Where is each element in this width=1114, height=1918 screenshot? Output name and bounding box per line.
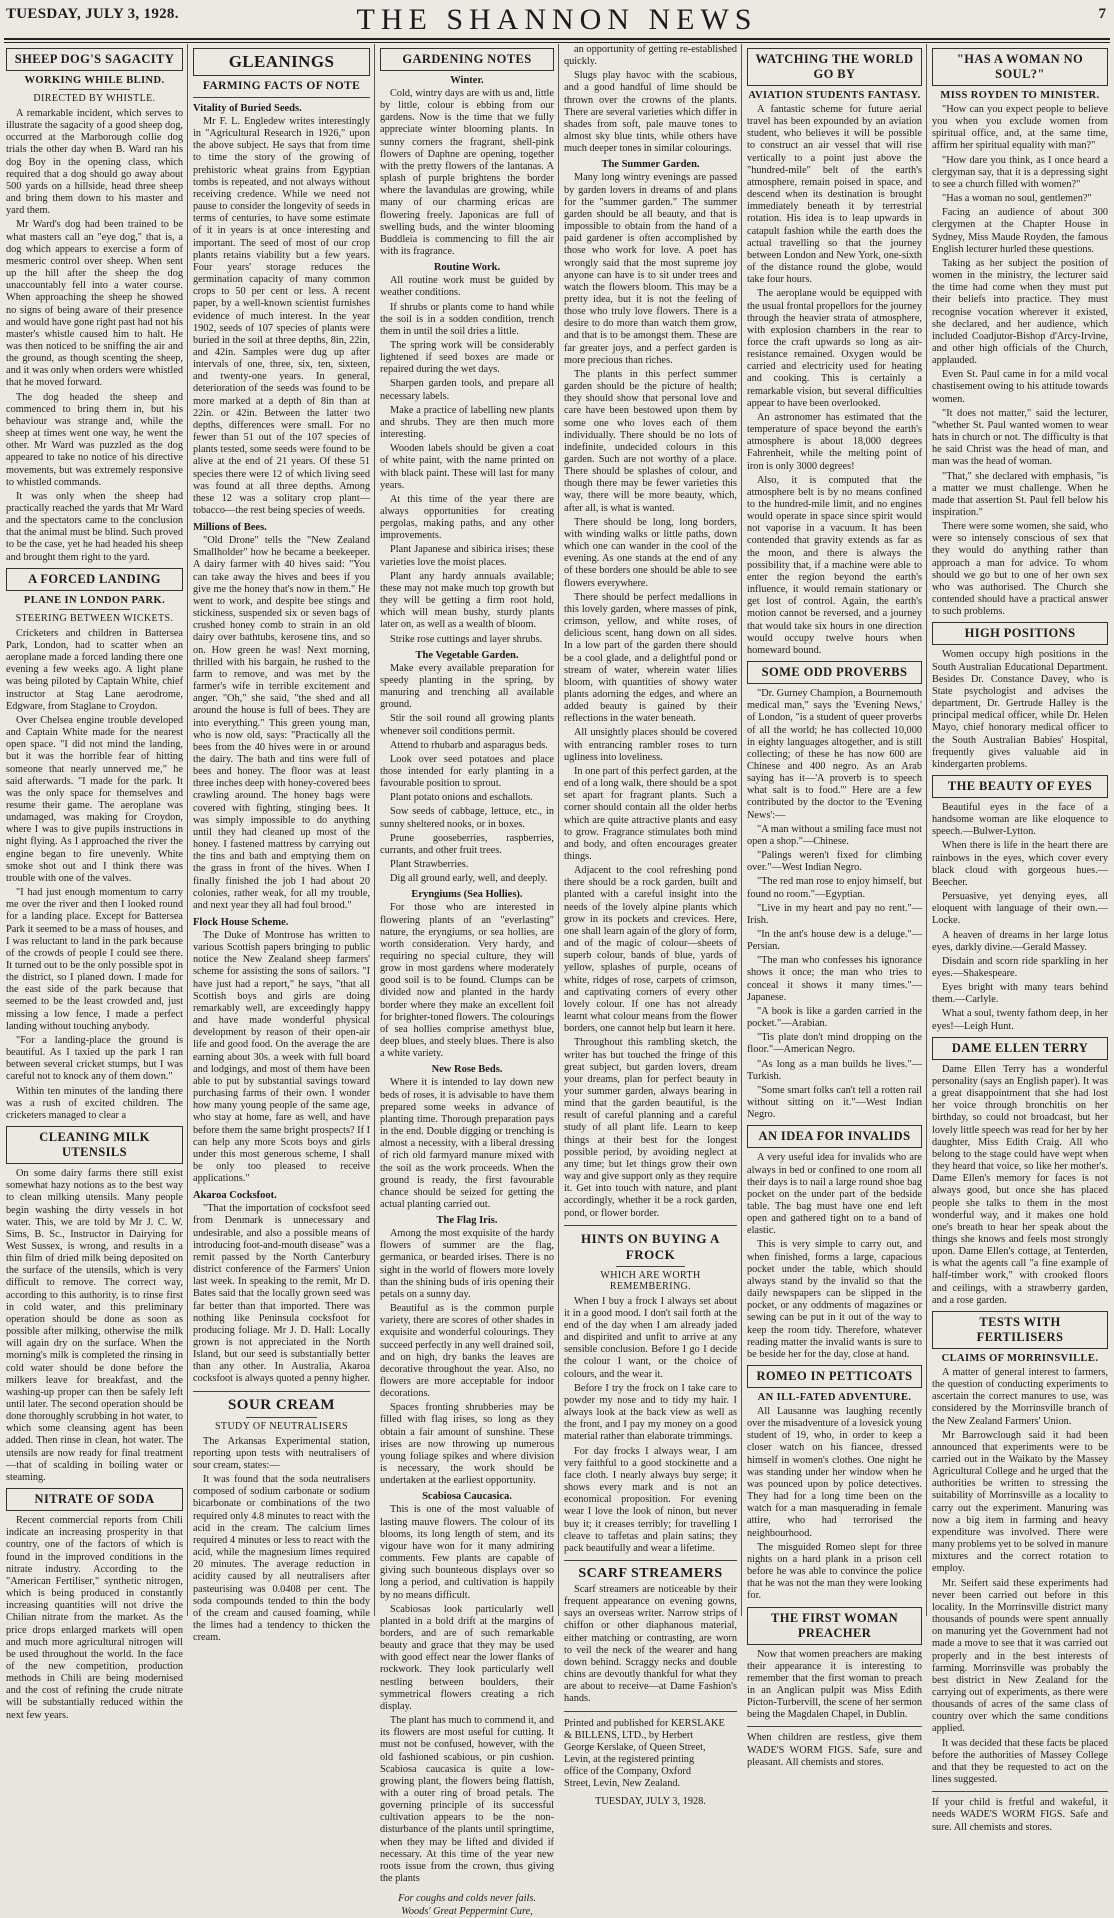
divider — [616, 1266, 685, 1267]
divider — [193, 1391, 370, 1392]
headline-buying-frock: HINTS ON BUYING A FROCK — [581, 1230, 720, 1262]
subheadline: CLAIMS OF MORRINSVILLE. — [941, 1352, 1099, 1364]
paragraph: "The red man rose to enjoy himself, but found no room."—Egyptian. — [747, 876, 922, 900]
paragraph: The dog headed the sheep and commenced to bring them in, but his behaviour was strange and, while the sheep at times went one way, he went the other. Mr Ward was puzzled as the dog appeared to take no notice of his directive movements, but was extremely responsive to whistled commands. — [6, 391, 183, 488]
paragraph: Plant any hardy annuals available; these may not make much top growth but they will be getting a firm root hold, which will mean bushy, sturdy plants later on, as well as a wealth of bloom. — [380, 570, 554, 631]
article-body-flock-house — [193, 930, 370, 1185]
paragraph: Cold, wintry days are with us and, little by little, colour is ebbing from our gardens. Now is the time that we fully appreciate winter blooming plants. In sunny corners the fragrant, shell-pink flowers of Daphne are opening, together with the pretty flowers of the lantanas. A splash of purple brightens the border where the lavandulas are growing, while many of our charming ericas are flowering freely. Japonicas are full of swelling buds, and the winter blooming Buddleia is commencing to fill the air with its fragrance. — [380, 88, 554, 258]
imprint-line: Street, Levin, New Zealand. — [564, 1778, 681, 1790]
paragraph: All unsightly places should be covered with entrancing rambler roses to turn ugliness into loveliness. — [564, 727, 737, 763]
paragraph: This is very simple to carry out, and when finished, forms a large, capacious pocket under the table, which should always stand by the invalid so that the daily newspapers can be slipped in the pocket, or any oddments of magazines or sewing can be put in it out of the way to keep the room tidy. Therefore, whatever reading matter the invalid wants is sure to be beside her for the day, close at hand. — [747, 1239, 922, 1360]
paragraph: All Lausanne was laughing recently over the misadventure of a lovesick young student of 19, who, in order to keep a closer watch on his fiancee, dressed himself in women's clothes. One night he was standing under her window when he was pounced upon by police detectives. They had for a long time been on the watch for a man masquerading in female attire, who had terrorised the neighbourhood. — [747, 1406, 922, 1539]
paragraph: Recent commercial reports from Chili indicate an increasing prosperity in that country, one of the factors of which is found in the improved conditions in the nitrate industry. According to the "American Fertiliser," synthetic nitrogen, which is being produced in constantly increasing quantities will not drive the Chilian nitrate from the market. As the price drops enlarged markets will open and much more agricultural nitrogen will be used throughout the world. In the face of the new competition, production methods in Chili are being modernised and the cost of refining the crude nitrate will be substantially reduced within the next few years. — [6, 1515, 183, 1721]
paragraph: Many long wintry evenings are passed by garden lovers in dreams of and plans for the "summer garden." The summer garden should be all beauty, and that is impossible to obtain from the hand of a paid gardener is often accomplished by those who work for love. A poet has wrongly said that the most supreme joy anyone can have is to sit under trees and watch the flowers bloom. This may be a pretty idea, but it is not the feeling of those who truly love flowers. There is a desire to do more than watch them grow, and that is to be amongst them. These are far greater joys, and a perfect garden is more precious than riches. — [564, 172, 737, 366]
advertisement-worm-figs-2: If your child is fretful and wakeful, it needs WADE'S WORM FIGS. Safe and sure. All chemists and stores. — [932, 1797, 1108, 1833]
article-body-eryngiums — [380, 902, 554, 1060]
section-head: Vitality of Buried Seeds. — [193, 103, 302, 114]
paragraph: "That the importation of cocksfoot seed from Denmark is unnecessary and undesirable, and also a possible means of introducing foot-and-mouth disease" was a remit passed by the North Canterbury district conference of the Farmers' Union last week. In speaking to the remit, Mr D. Bates said that the locally grown seed was far better than that imported. There was nothing like Peninsula cocksfoot for producing foliage. Mr J. D. Hall: Locally grown is not appreciated in the North Island, but our seed is substantially better than any other. In Australia, Akaroa cocksfoot is always quoted a penny higher. — [193, 1203, 371, 1385]
paragraph: An astronomer has estimated that the temperature of space beyond the earth's atmosphere is about 18,000 degrees Fahrenheit, while the melting point of iron is only 3000 degrees! — [747, 411, 922, 472]
headline-sheep-dog: SHEEP DOG'S SAGACITY — [6, 48, 183, 71]
article-body-rose-beds — [380, 1077, 554, 1211]
paragraph: "It does not matter," said the lecturer, "whether St. Paul wanted women to wear hats in church or not. The difficulty is that he said Christ was the head of man, and man was the head of woman. — [932, 407, 1108, 468]
paragraph: Dig all ground early, well, and deeply. — [390, 873, 548, 885]
imprint-line: Printed and published for KERSLAKE — [564, 1717, 725, 1729]
paragraph: "A man without a smiling face must not open a shop."—Chinese. — [747, 823, 922, 847]
divider — [564, 1711, 737, 1712]
paragraph: Mr Ward's dog had been trained to be what masters call an "eye dog," that is, a dog which appears to exercise a form of mesmeric control over sheep. When sent up the hill after the sheep the dog unaccountably fell into a water course. When approaching the sheep he showed no signs of being aware of their presence and would have gone right past had not his master's whistle caused him to halt. He was then noticed to be sniffing the air and the ground, as though scenting the sheep, and it was only when orders were whistled that he moved forward. — [6, 219, 183, 389]
subheadline: AVIATION STUDENTS FANTASY. — [748, 90, 921, 101]
section-head: Routine Work. — [433, 262, 501, 274]
paragraph: When I buy a frock I always set about it in a good mood. I don't sail forth at the end of the day when I am already jaded and dispirited and unfit to arrive at any sensible conclusion. Before I go I decide the colour I want, or the choice of colours, and the wear it. — [564, 1295, 737, 1380]
paragraph: "The man who confesses his ignorance shows it once; the man who tries to conceal it shows it many times."—Japanese. — [747, 955, 922, 1003]
article-body-romeo — [747, 1406, 922, 1603]
subheadline: AN ILL-FATED ADVENTURE. — [757, 1392, 912, 1403]
subheadline: STUDY OF NEUTRALISERS — [214, 1420, 349, 1432]
article-body-summer-garden — [564, 172, 737, 1219]
paragraph: A fantastic scheme for future aerial travel has been expounded by an aviation student, who believes it will be possible to construct an air vessel that will rise vertically to a point just above the "hundred-mile" belt of the earth's atmosphere, remain poised in space, and descend when its destination is brought immediately beneath it by terrestrial rotation. His idea is to leap upwards in catapult fashion while the earth does the actual travelling so that the journey between London and New York, one-sixth of the distance round the globe, would take four hours. — [747, 104, 922, 286]
article-body-winter — [380, 88, 554, 258]
headline-forced-landing: A FORCED LANDING — [6, 568, 183, 591]
subheadline: DIRECTED BY WHISTLE. — [33, 93, 156, 104]
paragraph: Sharpen garden tools, and prepare all necessary labels. — [380, 378, 554, 402]
paragraph: Plant Strawberries. — [390, 859, 469, 871]
paragraph: Sow seeds of cabbage, lettuce, etc., in sunny sheltered nooks, or in boxes. — [380, 806, 554, 830]
headline-milk-utensils: CLEANING MILK UTENSILS — [6, 1126, 183, 1164]
paragraph: Spaces fronting shrubberies may be filled with flag irises, so long as they obtain a fair amount of sunshine. These irises are now throwing up numerous young foliage spikes and where division is necessary, the work should be undertaken at the earliest opportunity. — [380, 1402, 554, 1487]
divider — [564, 1225, 737, 1226]
paragraph: "For a landing-place the ground is beautiful. As I taxied up the park I ran between several cricket stumps, but I was careful not to knock any of them down." — [6, 1034, 183, 1083]
article-body-proverbs — [747, 688, 922, 1121]
imprint-line: George Kerslake, of Queen Street, — [564, 1741, 706, 1753]
advertisement-worm-figs: When children are restless, give them WADE'S WORM FIGS. Safe, sure and pleasant. All chemists and stores. — [747, 1732, 922, 1768]
column-4 — [560, 44, 741, 1808]
headline-ellen-terry: DAME ELLEN TERRY — [932, 1037, 1108, 1060]
paragraph: A very useful idea for invalids who are always in bed or confined to one room all their days is to nail a large round shoe bag pocket on the under part of the bedside table. The bag must have one end left open and gathered tight on to a band of elastic. — [747, 1152, 922, 1237]
section-head: The Flag Iris. — [436, 1215, 498, 1227]
article-body-royden — [932, 104, 1108, 618]
divider — [59, 89, 130, 90]
article-body-scabiosa — [380, 1504, 554, 1885]
column-rule — [741, 44, 742, 1616]
section-head: Flock House Scheme. — [193, 917, 289, 928]
paragraph: The plant has much to commend it, and its flowers are most useful for cutting. It must not be confused, however, with the old fashioned scabious, or pin cushion. Scabiosa caucasica is quite a low-growing plant, the flowers being flattish, with a outer ring of broad petals. The governing principle of its successful cultivation appears to be the non-disturbance of the plants until springtime, when they may be lifted and divided if necessary. At this time of the year new roots issue from the crown, thus giving the plants — [380, 1715, 554, 1885]
imprint-date: TUESDAY, JULY 3, 1928. — [595, 1796, 706, 1808]
column-rule — [374, 44, 375, 1616]
paragraph: Even St. Paul came in for a mild vocal chastisement owing to his attitude towards women. — [932, 369, 1108, 405]
paragraph: When there is life in the heart there are rainbows in the eyes, which cover every black cloud with gorgeous hues.—Beecher. — [932, 840, 1108, 888]
column-6 — [928, 44, 1112, 1833]
paragraph: It was decided that these facts be placed before the authorities of Massey College and that they be requested to act on the lines suggested. — [932, 1737, 1108, 1786]
article-body-forced-landing — [6, 628, 183, 1122]
headline-gleanings: GLEANINGS — [193, 48, 370, 76]
paragraph: It was only when the sheep had practically reached the yards that Mr Ward and the spectators came to the conclusion that the animal must be blind. Such proved to be the case, yet he had headed his sheep and brought them right to the yard. — [6, 490, 183, 563]
paragraph: Scabiosas look particularly well planted in a bold drift at the margins of borders, and are of such remarkable beauty and grace that they may be used with good effect near the lower flanks of rockwork. They look particularly well nestling between boulders, their symmetrical flowers creating a rich display. — [380, 1603, 554, 1712]
paragraph: "Some smart folks can't tell a rotten rail without sitting on it."—West Indian Negro. — [747, 1084, 922, 1121]
paragraph: Plant potato onions and eschallots. — [390, 792, 533, 804]
imprint-line: Levin, at the registered printing — [564, 1754, 695, 1765]
headline-woman-no-soul: "HAS A WOMAN NO SOUL?" — [932, 48, 1108, 86]
paragraph: Among the most exquisite of the hardy flowers of summer are the flag, germanica, or bearded irises. There is no sight in the world of flowers more lovely than the shining buds of iris opening their petals on a sunny day. — [380, 1228, 554, 1300]
paragraph: The Arkansas Experimental station, reporting upon tests with neutralisers of sour cream, states:— — [193, 1435, 370, 1471]
paragraph: "Live in my heart and pay no rent."—Irish. — [747, 902, 922, 926]
paragraph: "A book is like a garden carried in the pocket."—Arabian. — [747, 1005, 922, 1030]
paragraph: The plants in this perfect summer garden should be the picture of health; they should show that personal love and care have been bestowed upon them by some one who loves each of them individually. There should be no lots of indefinite, undecided colours in this garden. Such are not worthy of a place. There should be splashes of colour, and though there may be fewer varieties this way, there will be more beauty, which, after all, is what is wanted. — [564, 368, 737, 514]
issue-date: TUESDAY, JULY 3, 1928. — [6, 6, 179, 22]
paragraph: Over Chelsea engine trouble developed and Captain White made for the nearest open space. "I did not mind the landing, but it was the horrible fear of hitting someone that nearly unnerved me," he said afterwards. "I made for the park. It was the only space for themselves and resume their game. The aeroplane was undamaged, was making for Croydon, where I was to give pupils instructions in night flying. As I approached the river the engine began to fire unevenly. White smoke shot out and I think there was trouble with one of the valves. — [6, 714, 183, 884]
paragraph: "Has a woman no soul, gentlemen?" — [942, 193, 1092, 205]
article-body-buying-frock — [564, 1296, 737, 1555]
subheadline: WHICH ARE WORTH REMEMBERING. — [600, 1269, 701, 1292]
paragraph: Scarf streamers are noticeable by their frequent appearance on evening gowns, says an overseas writer. Narrow strips of chiffon or other diaphanous material, either matching or contrasting, are worn to veil the neck of the wearer and hang down behind. Scraggy necks and double chins are devoutly thankful for what they are about to receive—at Dame Fashion's hands. — [564, 1583, 737, 1705]
subheadline: FARMING FACTS OF NOTE — [202, 80, 361, 92]
article-body-fertilisers — [932, 1367, 1108, 1786]
column-rule — [187, 44, 188, 1616]
headline-idea-invalids: AN IDEA FOR INVALIDS — [747, 1125, 922, 1148]
paragraph: For those who are interested in flowering plants of an "everlasting" nature, the eryngiums, or sea hollies, are worth consideration. Very hardy, and requiring no special culture, they will grow in most gardens where moderately good soil is to be found. Clumps can be divided now and planted in the hardy border where they make an excellent foil for brighter-toned flowers. The colourings of sea hollies comprise amethyst blue, deep blues, and steely blues. There is also a white variety. — [380, 902, 554, 1060]
article-body-ellen-terry — [932, 1064, 1108, 1307]
paragraph: For day frocks I always wear, I am very faithful to a good stockinette and a face cloth. I nearly always buy serge; it shows every mark and is not an economical proposition. For evening wear I love the look of ninon, but never buy it; it creases terribly; for travelling I cleave to taffetas and plain satins; they pack beautifully and wear a lifetime. — [564, 1445, 737, 1554]
paragraph: A heaven of dreams in her large lotus eyes, darkly divine.—Gerald Massey. — [932, 929, 1108, 953]
article-body-preacher — [747, 1649, 922, 1722]
paragraph: "As long as a man builds he lives."—Turkish. — [747, 1058, 922, 1082]
article-body-vegetable-garden — [380, 663, 554, 886]
paragraph: At this time of the year there are always opportunities for creating pergolas, making paths, and any other improvements. — [380, 493, 554, 542]
paragraph: "In the ant's house dew is a deluge."—Persian. — [747, 929, 922, 953]
article-body-seeds — [193, 116, 370, 517]
paragraph: Within ten minutes of the landing there was a rush of excited children. The cricketers managed to clear a — [6, 1085, 183, 1121]
paragraph: Mr. Seifert said these experiments had never been carried out before in this locality. In the Morrinsville district many thousands of pounds were spent annually on manuring yet the Government had not made a move to see that it was carried out properly and in the best interests of farming. Morrinsville was probably the best district in New Zealand for the carrying out of experiments, as there were thousands of acres of the same class of country over which the same conditions applied. — [932, 1577, 1108, 1735]
headline-gardening-notes: GARDENING NOTES — [380, 48, 554, 71]
article-body-nitrate — [6, 1515, 183, 1722]
section-head: The Summer Garden. — [601, 159, 700, 171]
article-body-eyes — [932, 802, 1108, 1033]
section-head: Millions of Bees. — [193, 522, 267, 534]
paragraph: "Tis plate don't mind dropping on the floor."—American Negro. — [747, 1032, 922, 1056]
article-body-cocksfoot — [193, 1203, 370, 1385]
divider — [564, 1560, 737, 1561]
masthead — [0, 0, 1114, 40]
paragraph: "Palings weren't fixed for climbing over."—West Indian Negro. — [747, 850, 922, 874]
masthead-rule — [4, 38, 1110, 43]
paragraph: If shrubs or plants come to hand while the soil is in a sodden condition, trench them in until the soil dries a little. — [380, 301, 554, 337]
paragraph: "That," she declared with emphasis, "is a matter we must challenge. When he made that assertion St. Paul fell below his inspiration." — [932, 470, 1108, 518]
paragraph: Eyes bright with many tears behind them.—Carlyle. — [932, 982, 1108, 1006]
headline-beauty-of-eyes: THE BEAUTY OF EYES — [932, 775, 1108, 798]
paragraph: Adjacent to the cool refreshing pond there should be a rock garden, built and planted with a careful insight into the needs of the lovely alpine plants which grow in its pockets and crevices. Here, one shall learn again of the glory of form, and of the magic of colour—sheets of superb colour, bands of blue, yards of yellow, splashes of purple, oceans of white, ridges of rose, carpets of crimson, and captivating corners of every other lovely colour. If one has not already learnt what colour means from the flower borders, one cannot help but learn it here. — [564, 865, 737, 1035]
paragraph: There should be long, long borders, with winding walks or little paths, down which one can wander in the cool of the evening. As one stands at the end of any of these borders one should be able to see flowers everywhere. — [564, 516, 737, 589]
column-1 — [2, 44, 187, 1721]
divider — [59, 609, 130, 610]
subheadline: MISS ROYDEN TO MINISTER. — [940, 90, 1100, 101]
imprint-line: & BILLENS, LTD., by Herbert — [564, 1729, 694, 1741]
headline-scarf-streamers: SCARF STREAMERS — [578, 1565, 723, 1581]
column-2 — [189, 44, 374, 1644]
paragraph: Stir the soil round all growing plants whenever soil conditions permit. — [380, 713, 554, 737]
paragraph: There were some women, she said, who were so intensely conscious of sex that they would do anything rather than approach a man for advice. To whom should we go but to one of her own sex who was authorised. The Church she contended should have a practical answer to such problems. — [932, 521, 1108, 618]
column-rule — [926, 44, 927, 1616]
imprint-line: office of the Company, Oxford — [564, 1766, 691, 1778]
paragraph: "I had just enough momentum to carry me over the river and then I looked round for a landing place. Except for Battersea Park it seemed to be a mass of houses, and I was reluctant to land in the park because of the crowds of people I could see there. It turned out to be the only possible spot in the district, so I planed down. I made for the east side of the park because that seemed to be the least crowded and, just missing a low fence, I made a perfect landing without touching anybody. — [6, 887, 183, 1032]
headline-tests-fertilisers: TESTS WITH FERTILISERS — [932, 1311, 1108, 1349]
paragraph: Attend to rhubarb and asparagus beds. — [390, 739, 548, 751]
advertisement-peppermint-cure: For coughs and colds never fails. Woods' Great Peppermint Cure, — [398, 1893, 536, 1917]
paragraph: Make every available preparation for speedy planting in the spring, by manuring and trenching all available ground. — [380, 662, 554, 711]
paragraph: Plant Japanese and sibirica irises; these varieties love the moist places. — [380, 544, 554, 568]
paragraph: "Old Drone" tells the "New Zealand Smallholder" how he became a beekeeper. A dairy farmer with 40 hives said: "You can take away the hives and bees if you give me the honey that's now in them." He went to work, and despite bee stings and stickiness, suspended six or seven bags of crushed honey comb to strain in an old dairy over bathtubs, kerosene tins, and so on. How green he was! Next morning, thrilled with his bargain, he rushed to the farm to remove, and was met by the farmer's wife in terrible excitement and anger. "Oh," she said, "the shed and all around the house is full of bees. They are into everything." This green young man, who is now old, says: "Practically all the bees from the 40 hives were in or around the dairy. The bath and tins were full of bees and honey. The floor was at least three inches deep with honey-covered bees crawling around. The honey bags were covered with fighting, stinging bees. It was simply impossible to do anything until they had cleaned up most of the honey. I fastened mattress by carrying out the tins and bath and emptying them on the grass in front of the hives. When I finally finished the job I had about 20 colonies, rather weak, for all my trouble, and next year they all had foul brood." — [193, 535, 370, 911]
paragraph: The aeroplane would be equipped with the usual frontal propellors for the journey through the heavier strata of atmosphere, with explosion chambers in the rear to force the craft upwards so long as air-resistance remained. Oxygen would be carried and electricity used for heating and cooking. This is certainly a remarkable vision, but several difficulties appear to have been overlooked. — [747, 288, 922, 409]
paragraph: Dame Ellen Terry has a wonderful personality (says an English paper). It was a great disappointment that she had lost her voice through bronchitis on her birthday, so could not broadcast, but her lovely little speech was read for her by her daughter, Miss Edith Craig. All who belong to the stage could have wept when they heard that voice, so like her mother's. Dame Ellen's memory for faces is not always good, but once she has placed people she talks to them in the most wonderful way, and it makes one hold one's breath to hear her speak about the things she knows and feels most strongly upon. Dame Ellen's cottage, at Tenterden, is what the agents call "a fine example of half-timber work," with crooked floors and ceilings, with a strawberry garden, and a rose garden. — [932, 1063, 1108, 1306]
subheadline: STEERING BETWEEN WICKETS. — [15, 612, 174, 624]
newspaper-title: THE SHANNON NEWS — [356, 3, 758, 36]
paragraph: Mr Barrowclough said it had been announced that experiments were to be carried out in the Waikato by the Massey Agricultural College and he urged that the authorities be written to stressing the suitability of Morrinsville as a locality to carry out the experiment. Manuring was now a big item in farming and heavy expenditure was involved. There were many problems yet to be solved in manure mixtures and the correct rotation to employ. — [932, 1429, 1108, 1575]
article-body-sheep-dog — [6, 108, 183, 564]
paragraph: Before I try the frock on I take care to powder my nose and to tidy my hair. I always look at the back view as well as the front, and I pay my money on a good material rather than elaborate trimmings. — [564, 1382, 737, 1443]
paragraph: A remarkable incident, which serves to illustrate the sagacity of a good sheep dog, occurred at the Marborough collie dog trials the other day when B. Ward ran his dog Boy in the opening class, which required that a dog should go away about 500 yards on a hillside, head three sheep and bring them down to his master and yard them. — [6, 108, 183, 217]
paragraph: This is one of the most valuable of lasting mauve flowers. The colour of its blooms, its long length of stem, and its vigour have won for it many admiring comments. Few plants are capable of giving such bounteous displays over so long a period, and cultivation is happily by no means difficult. — [380, 1504, 554, 1601]
paragraph: Also, it is computed that the atmosphere belt is by no means confined to the hundred-mile limit, and no engines would operate in space since spirit would not vaporise in a vacuum. It has been contended that gravity extends as far as the moon, and there is always the possibility that, if a machine were able to enter the region beyond the earth's influence, it would remain stationary or get lost of control. Again, the earth's motion cannot be reversed, and a journey that would take six hours in one direction would occupy twelve hours when homeward bound. — [747, 474, 922, 656]
article-body-scarf-streamers — [564, 1584, 737, 1706]
paragraph: Strike rose cuttings and layer shrubs. — [390, 633, 543, 645]
subheadline: PLANE IN LONDON PARK. — [23, 594, 166, 606]
paragraph: On some dairy farms there still exist somewhat hazy notions as to the best way to clean milking utensils. Many people begin washing the dirty vessels in hot water. This, we are told by Mr J. C. W. Sims, B. Sc., Instructor in Dairying for West Sussex, is wrong, and results in a thin film of dried milk being deposited on the surface of the utensils, which is very difficult to remove. The correct way, according to this authority, is to rinse first in cold water, and this preliminary operation should be done as soon as possible after milking, otherwise the milk will again dry on the surface. When the morning's milk is completed the rinsing in cold water should be done before the milkers leave for breakfast, and the washing-up proper can then be safely left until later. The second operation should be done thoroughly scrubbing in hot water, to which some cleansing agent has been added. Then rinse in clean, hot water. The utensils are now ready for final treatment—that of scalding in boiling water or steaming. — [6, 1168, 183, 1483]
divider — [932, 1791, 1108, 1792]
headline-nitrate-of-soda: NITRATE OF SODA — [6, 1488, 183, 1511]
paragraph: Now that women preachers are making their appearance it is interesting to remember that the first woman to preach in an Anglican pulpit was Miss Edith Picton-Turbervill, the scene of her sermon being the Magdalen Chapel, in Dublin. — [747, 1648, 922, 1721]
paragraph: Taking as her subject the position of women in the ministry, the lecturer said the time had come when they must put their beliefs into practice. They must recognise vocation wherever it existed, she declared, and her audience, which included Coadjutor-Bishop d'Arcy-Irvine, and other high officials of the Church, applauded. — [932, 257, 1108, 367]
paragraph: Make a practice of labelling new plants and shrubs. They are then much more interesting. — [380, 404, 554, 441]
paragraph: Beautiful eyes in the face of a handsome woman are like eloquence to speech.—Bulwer-Lytton. — [932, 801, 1108, 838]
headline-high-positions: HIGH POSITIONS — [932, 622, 1108, 645]
paragraph: Cricketers and children in Battersea Park, London, had to scatter when an aeroplane made a forced landing there one evening a few weeks ago. A light plane was being piloted by Captain White, chief instructor at Stag Lane aerodrome, Edgware, from Staglane to Croydon. — [6, 627, 183, 712]
paragraph: Slugs play havoc with the scabious, and a good handful of lime should be thrown over the crowns of the plants. There are several varieties which differ in shades from soft, pale mauve tones to almost sky blue tints, while others have much deeper tones in similar colourings. — [564, 70, 737, 155]
headline-watching-world: WATCHING THE WORLD GO BY — [747, 48, 922, 86]
page-number: 7 — [1098, 6, 1106, 22]
section-head: Scabiosa Caucasica. — [422, 1491, 512, 1503]
paragraph: Mr F. L. Engledew writes interestingly in "Agricultural Research in 1926," upon the above subject. He says that from time to time the story of the growing of prehistoric wheat grains from Egyptian tombs is repeated, and not always without receiving credence. While we need not pause to consider the longevity of seeds in terms of centuries, to have some estimate of it in years is at once interesting and important. The seed of most of our crop plants retains viability but a few years. Four years' storage reduces the germination capacity of many common crops to 50 per cent or less. A recent paper, by a well-known scientist furnishes evidence of much interest. In the year 1902, seeds of 107 species of plants were buried in the soil at three depths, 8in, 22in, and 42in. Samples were dug up after intervals of one, three, six, ten, sixteen, and twenty-one years. In general, deterioration of the seeds was found to be more marked at a depth of 8in than at 22in. or 42in. Between the latter two depths, differences were small. For no fewer than 51 out of the 107 species of plants tested, some seeds were found to be alive at the end of 21 years. Of these 51 species there were 12 of which living seed was found at all three depths. Among these 12 was a solitary crop plant—tobacco—the rest being species of weeds. — [193, 116, 370, 516]
section-head: Akaroa Cocksfoot. — [193, 1190, 277, 1202]
paragraph: The spring work will be considerably lightened if seed boxes are made or repaired during the wet days. — [380, 339, 554, 376]
paragraph: The misguided Romeo slept for three nights on a hard plank in a prison cell before he was able to convince the police that he was not the man they were looking for. — [747, 1541, 922, 1602]
paragraph: There should be perfect medallions in this lovely garden, where masses of pink, crimson, yellow, and white roses, of delicious scent, hang down on all sides. In a low part of the garden there should be a cool glade, and a delightful pond or stream of water, wherein water lilies bloom, with quantities of showy water plants adorning the edges, and where an added beauty is gained by their reflections in the water beneath. — [564, 591, 737, 725]
article-body-milk-utensils — [6, 1168, 183, 1484]
headline-sour-cream: SOUR CREAM — [227, 1396, 336, 1413]
paragraph: Prune gooseberries, raspberries, currants, and other fruit trees. — [380, 832, 554, 856]
section-head: The Vegetable Garden. — [415, 649, 519, 661]
paragraph: A matter of general interest to farmers, the question of conducting experiments to ascertain the correct manures to use, was considered by the Morrinsville branch of the New Zealand Farmers' Union. — [932, 1366, 1108, 1427]
paragraph: Where it is intended to lay down new beds of roses, it is advisable to have them prepared some weeks in advance of planting time. Thorough preparation pays in the end. Double digging or trenching is almost a necessity, with a liberal dressing of rich old farmyard manure mixed with the soil as the work proceeds. When the ground is ready, the first favourable chance should be seized for getting the actual planting carried out. — [380, 1077, 554, 1210]
section-head: Winter. — [450, 75, 484, 86]
paragraph: "How dare you think, as I once heard a clergyman say, that it is a depressing sight to see a church filled with women?" — [932, 154, 1108, 190]
paragraph: Disdain and scorn ride sparkling in her eyes.—Shakespeare. — [932, 955, 1108, 979]
section-head: New Rose Beds. — [431, 1064, 503, 1076]
headline-romeo: ROMEO IN PETTICOATS — [747, 1365, 922, 1388]
paragraph: What a soul, twenty fathom deep, in her eyes!—Leigh Hunt. — [932, 1008, 1108, 1032]
paragraph: The Duke of Montrose has written to various Scottish papers bringing to public notice the New Zealand sheep farmers' scheme for assisting the sons of sailors. "I have just had a report," he says, "that all Scottish boys and girls are doing remarkably well, are exceedingly happy and have made wonderful physical development by reason of their open-air life and good food. On the average the are earning about 30s. a week with full board and lodgings, and most of them have been able to put by substantial savings toward purchasing farms of their own. I wonder how many young people of the same age, who stay at home, fare as well, and have before them the same bright prospects? If I can help any more Scots boys and girls under this most generous scheme, I shall be only too pleased to receive applications." — [193, 930, 370, 1185]
paragraph: It was found that the soda neutralisers composed of sodium carbonate or sodium bicarbonate or combinations of the two required only 4.8 minutes to react with the acid in the cream. The calcium limes required 4 minutes or less to react with the acid, while the magnesium limes required 20 minutes. The average reduction in acidity caused by all neutralisers after pasteurising was 0.0408 per cent. The soda compounds tended to thin the body of the cream and caused foaming, while the limes had a tendency to thicken the cream. — [193, 1474, 370, 1644]
subheadline: WORKING WHILE BLIND. — [24, 75, 165, 86]
paragraph: Look over seed potatoes and place those intended for early planting in a favourable position to sprout. — [380, 753, 554, 790]
paragraph: Throughout this rambling sketch, the writer has but touched the fringe of this great subject, but garden lovers, dream your dreams, plan for perfect beauty in your summer garden, always bearing in mind that the garden beautiful, is the result of careful planning and a careful study of all plant life. Learn to keep things at their best for the longest possible period, by avoiding neglect at any time; but let things grow their own way and give support only as they require it. Get into touch with nature, and plant accordingly, whether it be a rock garden, pond, or flower border. — [564, 1037, 737, 1219]
paragraph: Wooden labels should be given a coat of white paint, with the name printed on with black paint. These will last for many years. — [380, 443, 554, 491]
paragraph: an opportunity of getting re-established quickly. — [564, 44, 737, 68]
divider — [246, 1417, 317, 1418]
paragraph: Facing an audience of about 300 clergymen at the Chapter House in Sydney, Miss Maude Royden, the famous English lecturer hurled these questions. — [932, 207, 1108, 255]
paragraph: Women occupy high positions in the South Australian Educational Department. Besides Dr. Constance Davey, who is State psychologist and advises the department, Dr. Gertrude Halley is the principal medical officer, while Dr. Helen Mayo, chief honorary medical officer to the South Australian Babies' Hospital, frequently gives valuable aid in kindergarten problems. — [932, 649, 1108, 770]
printer-imprint — [564, 1718, 737, 1809]
article-body-aviation — [747, 104, 922, 657]
article-body-flag-iris — [380, 1228, 554, 1487]
column-3 — [376, 44, 558, 1917]
article-body-scabiosa-cont — [564, 44, 737, 155]
column-5 — [743, 44, 926, 1768]
column-rule — [558, 44, 559, 1616]
divider — [747, 1726, 922, 1727]
paragraph: "How can you expect people to believe you when you exclude women from spiritual office, and, at the same time, affirm her spiritual equality with man?" — [932, 104, 1108, 152]
article-body-bees — [193, 535, 370, 912]
section-head: Eryngiums (Sea Hollies). — [411, 889, 523, 901]
article-body-sour-cream — [193, 1436, 370, 1645]
paragraph: Persuasive, yet denying eyes, all eloquent with language of their own.—Locke. — [932, 891, 1108, 927]
paragraph: "Dr. Gurney Champion, a Bournemouth medical man," says the 'Evening News,' of London, "is a student of queer proverbs of all the world; he has collected 10,000 in eighty languages altogether, and is still collecting; of these he has now 600 are Chinese and 400 negro. As an Arab saying has it—'A proverb is to speech what salt is to food.'" Here are a few contributed by the doctor to the 'Evening News':— — [747, 688, 922, 821]
divider — [193, 97, 370, 98]
paragraph: All routine work must be guided by weather conditions. — [380, 275, 554, 299]
article-body-invalids — [747, 1152, 922, 1361]
paragraph: Beautiful as is the common purple variety, there are scores of other shades in exquisite and wonderful colourings. They succeed perfectly in any well drained soil, and on high, dry banks the leaves are decorative throughout the year. Also, no flowers are more acceptable for indoor decorations. — [380, 1303, 554, 1400]
article-body-high-positions — [932, 649, 1108, 771]
headline-first-woman-preacher: THE FIRST WOMAN PREACHER — [747, 1607, 922, 1645]
article-body-routine-work — [380, 275, 554, 646]
headline-odd-proverbs: SOME ODD PROVERBS — [747, 661, 922, 684]
paragraph: In one part of this perfect garden, at the end of a long walk, there should be a spot set apart for fragrant plants. Such a corner should contain all the older herbs which are quite attractive plants and easy to grow. Fragrance stimulates both mind and body, and often encourages greater things. — [564, 765, 737, 862]
